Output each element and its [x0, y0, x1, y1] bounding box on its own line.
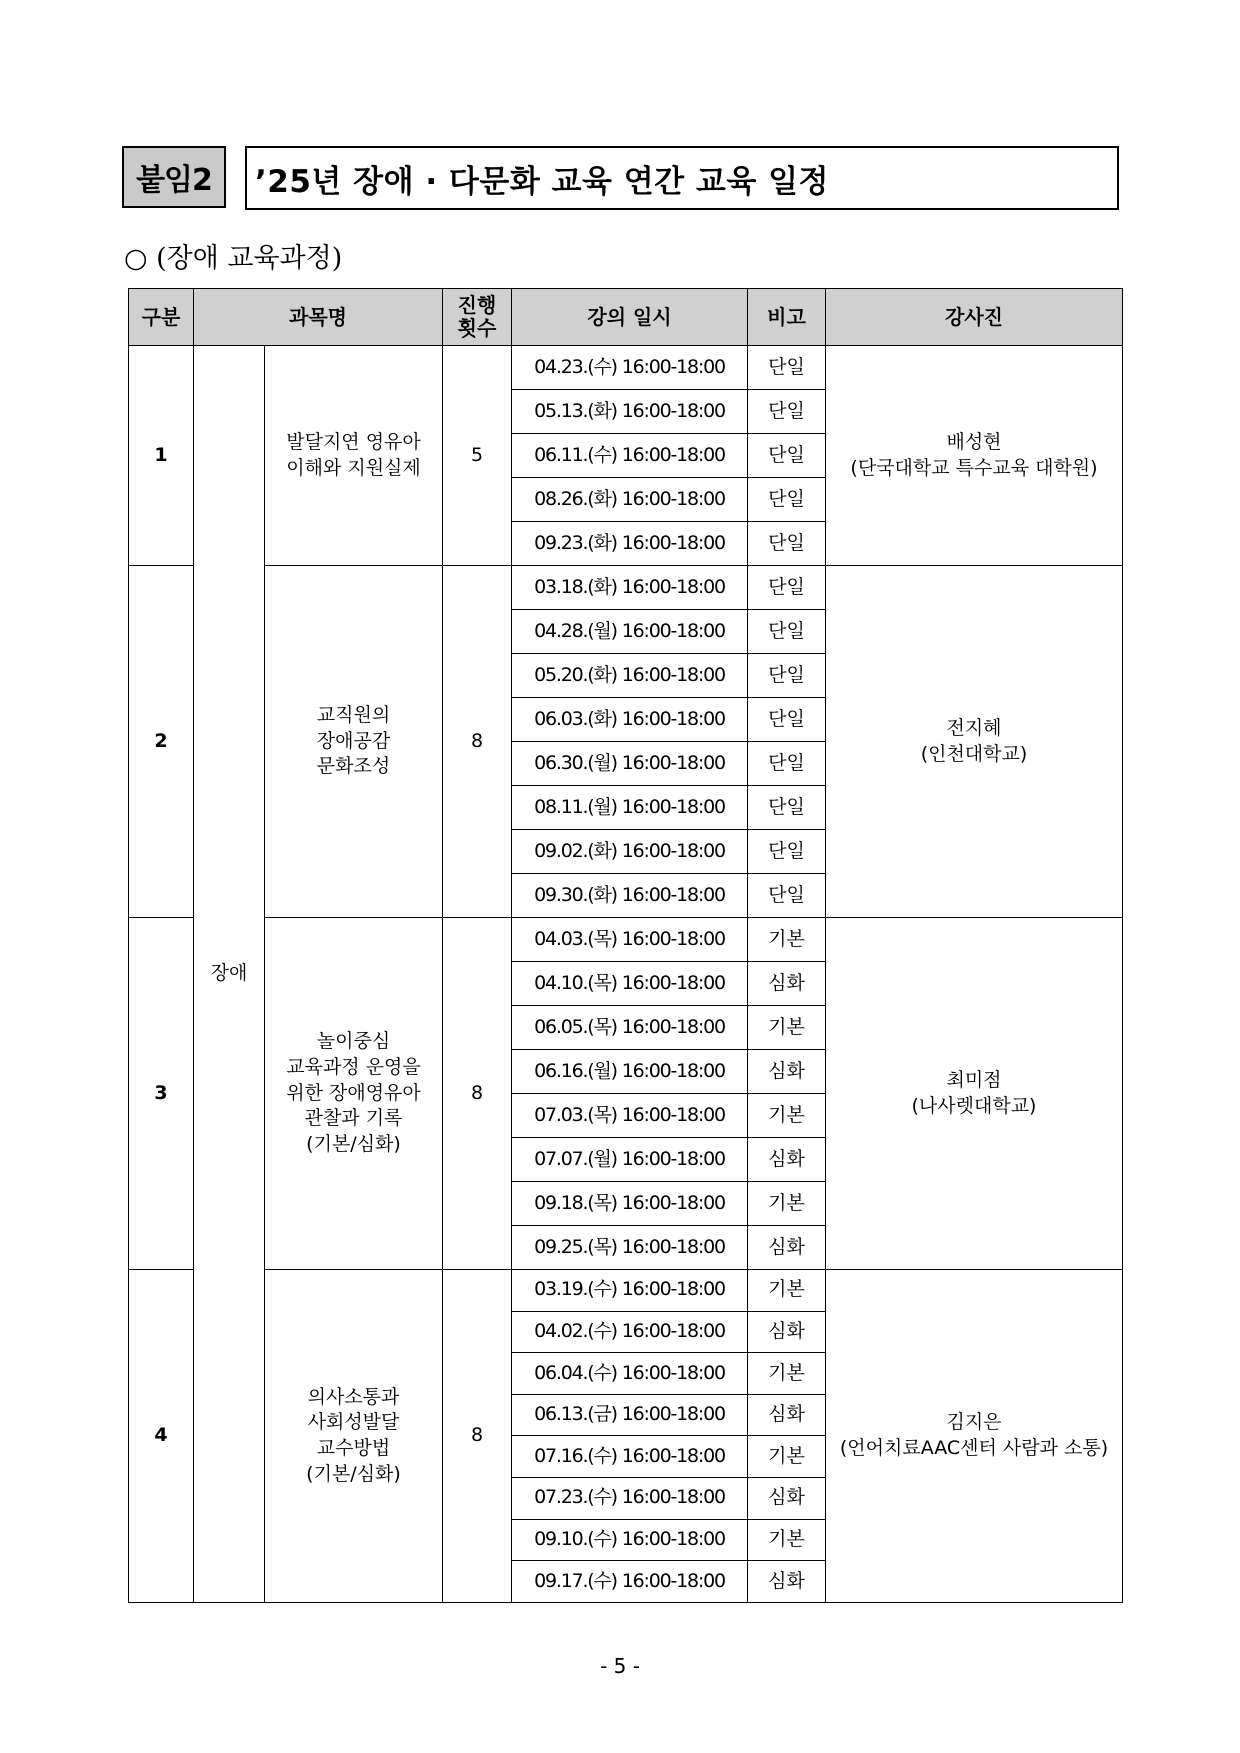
- col-header-subject: 과목명: [194, 289, 443, 346]
- session-note: 단일: [748, 874, 826, 918]
- course-instructor: 전지혜 (인천대학교): [826, 566, 1123, 918]
- session-note: 단일: [748, 830, 826, 874]
- course-count: 8: [443, 1270, 512, 1603]
- table-row: [129, 1270, 1123, 1312]
- session-datetime: 04.03.(목) 16:00-18:00: [512, 918, 748, 962]
- session-note: 기본: [748, 1270, 826, 1312]
- document-header: [122, 146, 1122, 212]
- course-subject: 놀이중심 교육과정 운영을 위한 장애영유아 관찰과 기록 (기본/심화): [265, 918, 443, 1270]
- session-datetime: 04.10.(목) 16:00-18:00: [512, 962, 748, 1006]
- session-note: 기본: [748, 1094, 826, 1138]
- course-instructor: 김지은 (언어치료AAC센터 사람과 소통): [826, 1270, 1123, 1603]
- col-header-count: 진행 횟수: [443, 289, 512, 346]
- session-note: 기본: [748, 918, 826, 962]
- session-datetime: 06.04.(수) 16:00-18:00: [512, 1353, 748, 1395]
- session-note: 기본: [748, 1353, 826, 1395]
- course-subject: 발달지연 영유아 이해와 지원실제: [265, 346, 443, 566]
- course-subject: 의사소통과 사회성발달 교수방법 (기본/심화): [265, 1270, 443, 1603]
- session-note: 심화: [748, 1050, 826, 1094]
- session-note: 단일: [748, 346, 826, 390]
- session-datetime: 09.02.(화) 16:00-18:00: [512, 830, 748, 874]
- page-number: - 5 -: [600, 1654, 640, 1678]
- session-datetime: 06.05.(목) 16:00-18:00: [512, 1006, 748, 1050]
- schedule-table: [128, 288, 1123, 1603]
- session-datetime: 09.10.(수) 16:00-18:00: [512, 1519, 748, 1561]
- session-datetime: 05.13.(화) 16:00-18:00: [512, 390, 748, 434]
- session-note: 단일: [748, 566, 826, 610]
- session-datetime: 06.13.(금) 16:00-18:00: [512, 1394, 748, 1436]
- session-note: 단일: [748, 742, 826, 786]
- col-header-note: 비고: [748, 289, 826, 346]
- session-note: 심화: [748, 1311, 826, 1353]
- session-datetime: 06.03.(화) 16:00-18:00: [512, 698, 748, 742]
- section-title: ○ (장애 교육과정): [124, 243, 343, 274]
- session-datetime: 06.16.(월) 16:00-18:00: [512, 1050, 748, 1094]
- session-datetime: 08.26.(화) 16:00-18:00: [512, 478, 748, 522]
- session-datetime: 04.28.(월) 16:00-18:00: [512, 610, 748, 654]
- session-datetime: 09.25.(목) 16:00-18:00: [512, 1226, 748, 1270]
- col-header-datetime: 강의 일시: [512, 289, 748, 346]
- session-note: 심화: [748, 1561, 826, 1603]
- category-cell: 장애: [194, 346, 265, 1603]
- col-header-division: 구분: [129, 289, 194, 346]
- session-datetime: 07.16.(수) 16:00-18:00: [512, 1436, 748, 1478]
- session-datetime: 08.11.(월) 16:00-18:00: [512, 786, 748, 830]
- session-datetime: 07.23.(수) 16:00-18:00: [512, 1477, 748, 1519]
- session-datetime: 03.19.(수) 16:00-18:00: [512, 1270, 748, 1312]
- session-note: 심화: [748, 1394, 826, 1436]
- course-number: 2: [129, 566, 194, 918]
- table-row: [129, 566, 1123, 610]
- session-note: 기본: [748, 1436, 826, 1478]
- course-count: 8: [443, 918, 512, 1270]
- session-note: 단일: [748, 654, 826, 698]
- session-note: 단일: [748, 698, 826, 742]
- session-datetime: 06.30.(월) 16:00-18:00: [512, 742, 748, 786]
- session-note: 심화: [748, 1477, 826, 1519]
- course-count: 5: [443, 346, 512, 566]
- session-datetime: 06.11.(수) 16:00-18:00: [512, 434, 748, 478]
- schedule-body: [129, 346, 1123, 1603]
- session-note: 단일: [748, 610, 826, 654]
- session-datetime: 07.07.(월) 16:00-18:00: [512, 1138, 748, 1182]
- course-instructor: 배성현 (단국대학교 특수교육 대학원): [826, 346, 1123, 566]
- session-note: 단일: [748, 478, 826, 522]
- session-note: 심화: [748, 1138, 826, 1182]
- session-note: 심화: [748, 1226, 826, 1270]
- document-title: ’25년 장애 · 다문화 교육 연간 교육 일정: [245, 146, 1119, 210]
- course-instructor: 최미점 (나사렛대학교): [826, 918, 1123, 1270]
- table-row: [129, 346, 1123, 390]
- session-note: 단일: [748, 786, 826, 830]
- session-note: 단일: [748, 434, 826, 478]
- session-note: 기본: [748, 1519, 826, 1561]
- course-subject: 교직원의 장애공감 문화조성: [265, 566, 443, 918]
- session-datetime: 04.02.(수) 16:00-18:00: [512, 1311, 748, 1353]
- session-datetime: 05.20.(화) 16:00-18:00: [512, 654, 748, 698]
- session-note: 단일: [748, 522, 826, 566]
- session-note: 기본: [748, 1006, 826, 1050]
- course-number: 4: [129, 1270, 194, 1603]
- table-row: [129, 918, 1123, 962]
- course-number: 1: [129, 346, 194, 566]
- session-note: 기본: [748, 1182, 826, 1226]
- session-datetime: 09.30.(화) 16:00-18:00: [512, 874, 748, 918]
- session-note: 단일: [748, 390, 826, 434]
- session-note: 심화: [748, 962, 826, 1006]
- session-datetime: 07.03.(목) 16:00-18:00: [512, 1094, 748, 1138]
- course-number: 3: [129, 918, 194, 1270]
- session-datetime: 04.23.(수) 16:00-18:00: [512, 346, 748, 390]
- attachment-tag: 붙임2: [122, 146, 226, 208]
- course-count: 8: [443, 566, 512, 918]
- session-datetime: 09.17.(수) 16:00-18:00: [512, 1561, 748, 1603]
- session-datetime: 03.18.(화) 16:00-18:00: [512, 566, 748, 610]
- session-datetime: 09.23.(화) 16:00-18:00: [512, 522, 748, 566]
- col-header-instructor: 강사진: [826, 289, 1123, 346]
- table-header-row: [129, 289, 1123, 346]
- session-datetime: 09.18.(목) 16:00-18:00: [512, 1182, 748, 1226]
